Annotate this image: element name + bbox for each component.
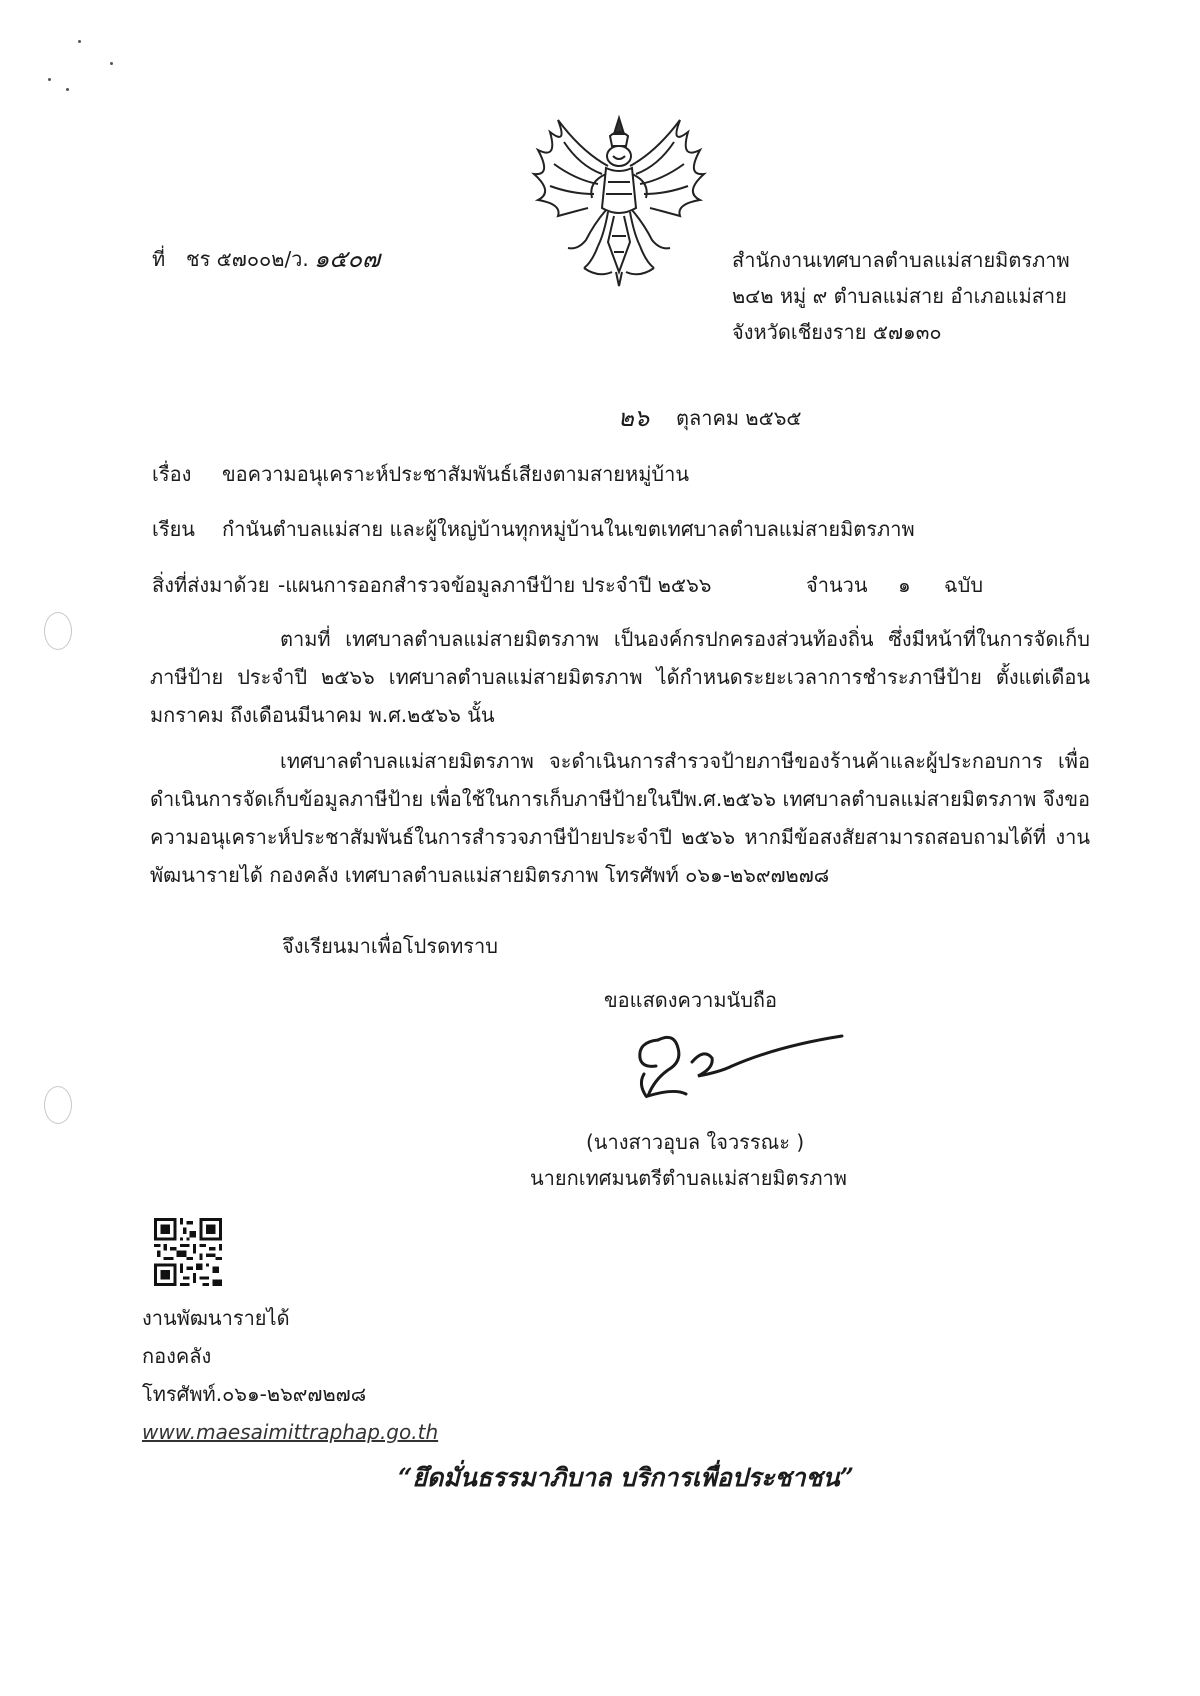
subject-label: เรื่อง [152, 462, 192, 486]
slogan: “ยึดมั่นธรรมาภิบาล บริการเพื่อประชาชน” [398, 1463, 854, 1492]
subject-text: ขอความอนุเคราะห์ประชาสัมพันธ์เสียงตามสายหมู่บ้าน [222, 462, 689, 486]
scan-speck [48, 78, 51, 81]
body-paragraph-1-text: ตามที่ เทศบาลตำบลแม่สายมิตรภาพ เป็นองค์กรปกครองส่วนท้องถิ่น ซึ่งมีหน้าที่ในการจัดเก็บภาษีป้าย ประจำปี ๒๕๖๖ เทศบาลตำบลแม่สายมิตรภาพ ได้กำหนดระยะเวลาการชำระภาษีป้าย ตั้งแต่เดือนมกราคม ถึงเดือนมีนาคม พ.ศ.๒๕๖๖ นั้น [150, 627, 1090, 727]
body-paragraph-2 [150, 742, 1090, 894]
body-paragraph-2-text: เทศบาลตำบลแม่สายมิตรภาพ จะดำเนินการสำรวจป้ายภาษีของร้านค้าและผู้ประกอบการ เพื่อดำเนินการจัดเก็บข้อมูลภาษีป้าย เพื่อใช้ในการเก็บภาษีป้ายในปีพ.ศ.๒๕๖๖ เทศบาลตำบลแม่สายมิตรภาพ จึงขอความอนุเคราะห์ประชาสัมพันธ์ในการสำรวจภาษีป้ายประจำปี ๒๕๖๖ หากมีข้อสงสัยสามารถสอบถามได้ที่ งานพัฒนารายได้ กองคลัง เทศบาลตำบลแม่สายมิตรภาพ โทรศัพท์ ๐๖๑-๒๖๙๗๒๗๘ [150, 749, 1090, 887]
recipient-label: เรียน [152, 517, 195, 541]
closing-line: จึงเรียนมาเพื่อโปรดทราบ [282, 934, 498, 958]
ref-number-handwritten: ๑๕๐๗ [314, 245, 381, 273]
regards: ขอแสดงความนับถือ [604, 988, 778, 1012]
enclosure-qty-unit: ฉบับ [944, 573, 984, 597]
scan-speck [78, 40, 81, 43]
footer-department: กองคลัง [142, 1344, 212, 1368]
ref-number-label: ที่ [152, 247, 166, 271]
date-day-handwritten: ๒๖ [618, 404, 650, 432]
enclosure-label: สิ่งที่ส่งมาด้วย [152, 573, 270, 597]
footer-division: งานพัฒนารายได้ [142, 1306, 290, 1330]
office-name: สำนักงานเทศบาลตำบลแม่สายมิตรภาพ [732, 248, 1070, 272]
qr-code [154, 1218, 222, 1286]
garuda-emblem [528, 112, 710, 290]
enclosure-qty-value: ๑ [898, 573, 911, 597]
ref-number: ชร ๕๗๐๐๒/ว. [186, 247, 309, 271]
body-paragraph-1 [150, 620, 1090, 734]
punch-hole [44, 612, 72, 650]
recipient-text: กำนันตำบลแม่สาย และผู้ใหญ่บ้านทุกหมู่บ้านในเขตเทศบาลตำบลแม่สายมิตรภาพ [222, 517, 915, 541]
signatory-name: (นางสาวอุบล ใจวรรณะ ) [586, 1130, 805, 1154]
punch-hole [44, 1086, 72, 1124]
handwritten-signature [628, 1022, 848, 1122]
enclosure-text: -แผนการออกสำรวจข้อมูลภาษีป้าย ประจำปี ๒๕๖๖ [278, 573, 712, 597]
scan-speck [66, 88, 69, 91]
signatory-position: นายกเทศมนตรีตำบลแม่สายมิตรภาพ [530, 1166, 847, 1190]
office-province: จังหวัดเชียงราย ๕๗๑๓๐ [732, 320, 942, 344]
date-month-year: ตุลาคม ๒๕๖๕ [676, 406, 802, 430]
footer-website-link[interactable]: www.maesaimittraphap.go.th [142, 1420, 439, 1444]
enclosure-qty-label: จำนวน [806, 573, 868, 597]
office-address: ๒๔๒ หมู่ ๙ ตำบลแม่สาย อำเภอแม่สาย [732, 284, 1067, 308]
scan-speck [110, 62, 113, 65]
footer-phone: โทรศัพท์.๐๖๑-๒๖๙๗๒๗๘ [142, 1382, 367, 1406]
